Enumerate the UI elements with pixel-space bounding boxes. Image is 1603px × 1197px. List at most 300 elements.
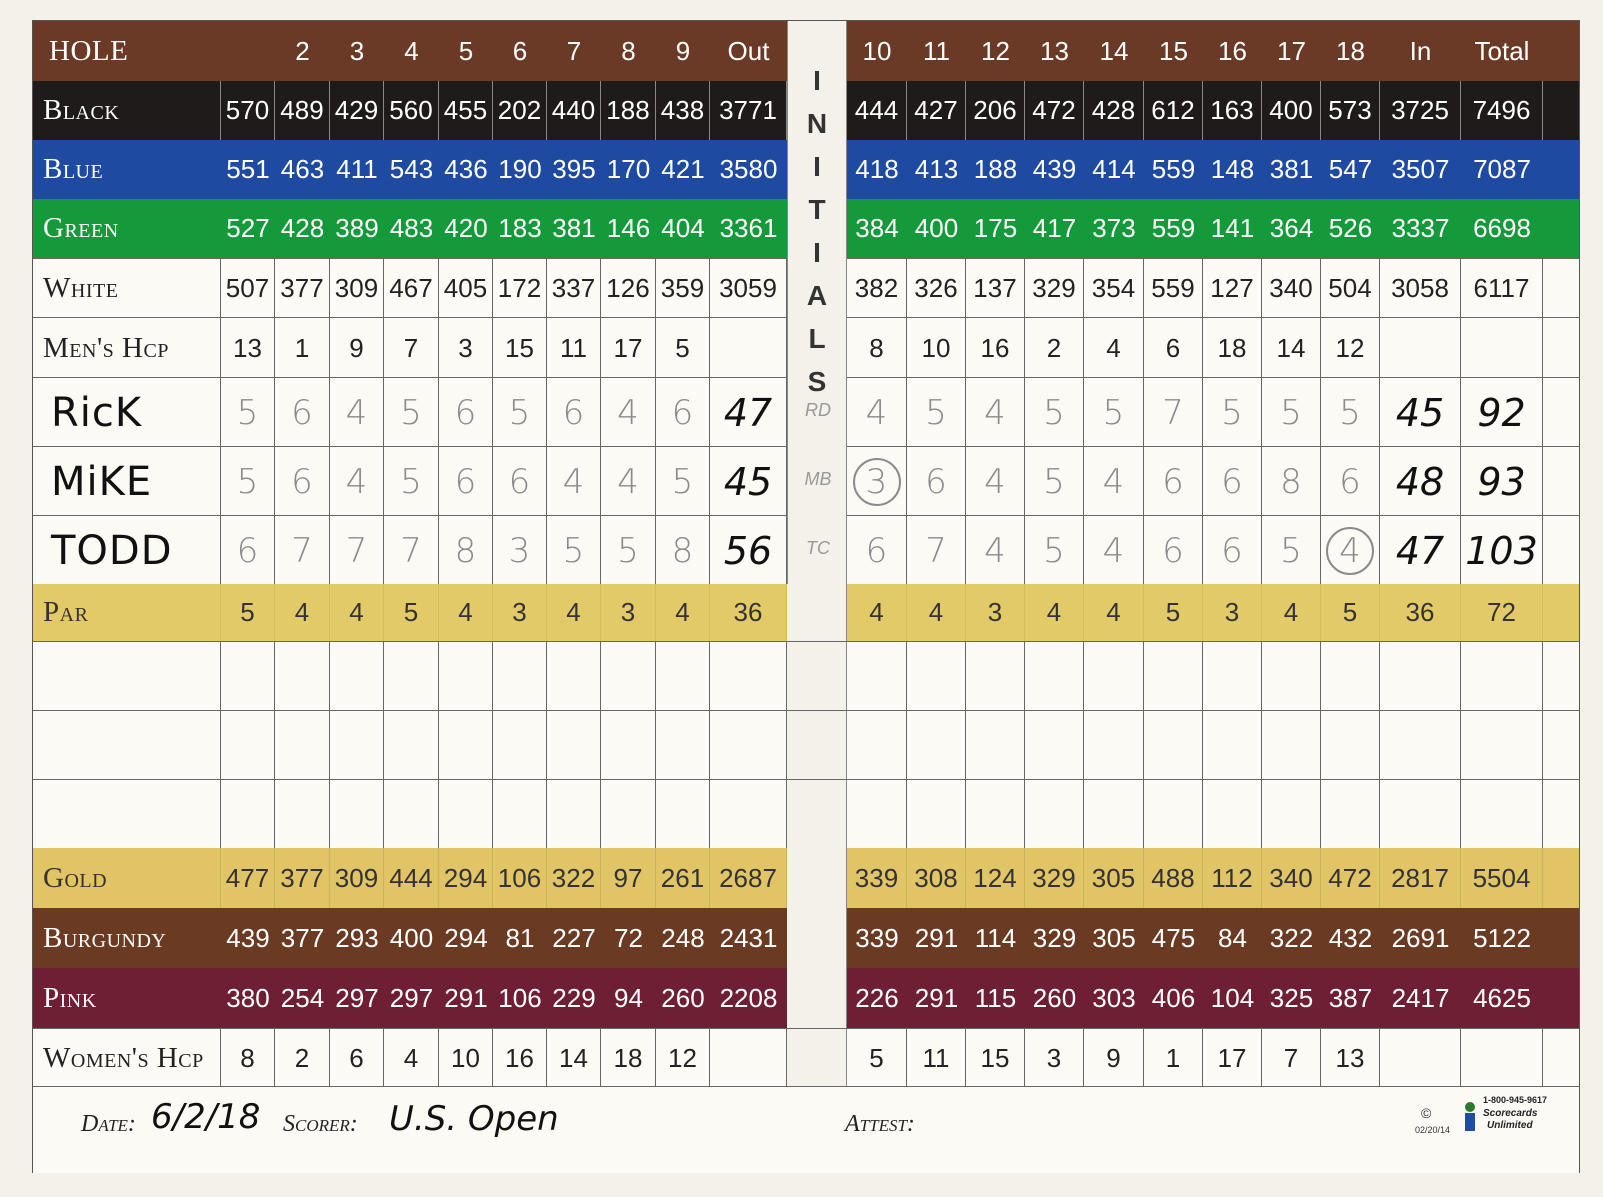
blank-cell bbox=[1380, 711, 1461, 780]
blank-cell bbox=[710, 780, 787, 849]
hole-score: 6 bbox=[1144, 516, 1203, 585]
blank-cell bbox=[384, 642, 439, 711]
blank-cell bbox=[601, 780, 656, 849]
hole-score: 4 bbox=[330, 378, 384, 447]
hole-value: 4 bbox=[384, 1029, 439, 1087]
hole-value: 84 bbox=[1218, 922, 1247, 953]
hole-value: 429 bbox=[330, 81, 384, 140]
hole-score: 7 bbox=[330, 516, 384, 585]
hole-value: 15 bbox=[493, 318, 547, 378]
hole-value: 202 bbox=[493, 81, 547, 140]
blank-cell bbox=[275, 642, 330, 711]
initials-cell bbox=[787, 584, 847, 641]
hole-value: 293 bbox=[335, 922, 379, 953]
hole-value: 2 bbox=[1025, 318, 1084, 378]
hole-value: 9 bbox=[330, 318, 384, 378]
hole-score: 6 bbox=[1321, 447, 1380, 516]
out-total: 2687 bbox=[710, 848, 787, 908]
hole-value: 1 bbox=[1144, 1029, 1203, 1087]
blank-cell bbox=[847, 780, 907, 849]
out-total bbox=[710, 1029, 787, 1087]
hole-value: 387 bbox=[1328, 982, 1373, 1013]
hole-value: 1 bbox=[275, 318, 330, 378]
initials-cell bbox=[787, 848, 847, 908]
hole-score: 4 bbox=[601, 378, 656, 447]
hole-value: 400 bbox=[914, 213, 959, 243]
blank-cell bbox=[1321, 642, 1380, 711]
hole-score: 6 bbox=[907, 447, 966, 516]
hole-value: 384 bbox=[855, 213, 899, 243]
hole-score: 5 bbox=[1084, 378, 1144, 447]
hole-value: 483 bbox=[389, 213, 434, 243]
blank-label-cell bbox=[33, 780, 221, 849]
hole-value: 359 bbox=[656, 259, 710, 318]
in-total: 2691 bbox=[1391, 922, 1450, 953]
hole-value: 4 bbox=[1084, 318, 1144, 378]
grand-total: 5504 bbox=[1461, 848, 1543, 908]
blank-cell bbox=[966, 711, 1025, 780]
blank-score-row bbox=[33, 710, 1579, 780]
out-score: 47 bbox=[710, 378, 787, 447]
blank-cell bbox=[1025, 711, 1084, 780]
blank-cell bbox=[493, 642, 547, 711]
hole-number: 9 bbox=[675, 35, 691, 66]
out-total bbox=[710, 318, 787, 378]
blank-cell bbox=[1084, 711, 1144, 780]
hole-value: 527 bbox=[226, 213, 270, 243]
blank-cell bbox=[330, 642, 384, 711]
in-score: 45 bbox=[1380, 378, 1461, 447]
hole-value: 559 bbox=[1151, 154, 1196, 184]
hole-score: 5 bbox=[1025, 447, 1084, 516]
hole-value: 127 bbox=[1203, 259, 1262, 318]
hole-value: 254 bbox=[280, 982, 325, 1013]
total-score: 92 bbox=[1461, 378, 1543, 447]
hole-value: 114 bbox=[974, 922, 1017, 953]
par-row bbox=[33, 584, 1579, 641]
initials-column bbox=[787, 21, 847, 584]
blank-initials-cell bbox=[787, 642, 847, 711]
blank-cell bbox=[1144, 642, 1203, 711]
row-label: Black bbox=[33, 81, 221, 140]
hole-number: 16 bbox=[1218, 35, 1247, 66]
row-label: Women's Hcp bbox=[33, 1029, 221, 1087]
row-label: Green bbox=[43, 212, 119, 244]
initials-letter: A bbox=[806, 280, 828, 311]
hole-value: 395 bbox=[552, 154, 596, 184]
tee-row-pink bbox=[33, 968, 1579, 1028]
tee-row-gold bbox=[33, 848, 1579, 908]
hole-value: 3 bbox=[493, 584, 547, 641]
hole-value: 400 bbox=[1262, 81, 1321, 140]
blank-cell bbox=[710, 642, 787, 711]
initials-letter: I bbox=[813, 151, 821, 182]
hole-value: 18 bbox=[601, 1029, 656, 1087]
hole-value: 547 bbox=[1328, 154, 1373, 184]
hole-value: 475 bbox=[1151, 922, 1196, 953]
hole-value: 72 bbox=[614, 922, 643, 953]
row-label: Pink bbox=[43, 981, 97, 1014]
hole-score: 5 bbox=[1321, 378, 1380, 447]
hole-number: 18 bbox=[1336, 35, 1365, 66]
hole-value: 115 bbox=[974, 982, 1017, 1013]
hole-value: 297 bbox=[335, 982, 379, 1013]
hole-value: 380 bbox=[226, 982, 270, 1013]
hole-value: 477 bbox=[221, 848, 275, 908]
hole-value: 3 bbox=[439, 318, 493, 378]
circled-score: 4 bbox=[1326, 527, 1374, 575]
hole-value: 337 bbox=[547, 259, 601, 318]
blank-cell bbox=[1321, 780, 1380, 849]
hole-score: 4 bbox=[547, 447, 601, 516]
hole-value: 308 bbox=[907, 848, 966, 908]
hole-value: 261 bbox=[656, 848, 710, 908]
hole-value: 303 bbox=[1092, 982, 1136, 1013]
player-initials: MB bbox=[804, 469, 832, 489]
hole-value: 427 bbox=[907, 81, 966, 140]
out-score: 45 bbox=[710, 447, 787, 516]
initials-cell bbox=[787, 968, 847, 1028]
hole-value: 260 bbox=[661, 982, 705, 1013]
blank-cell bbox=[710, 711, 787, 780]
hole-score: 5 bbox=[221, 447, 275, 516]
grand-total: 7087 bbox=[1473, 154, 1531, 184]
hole-value: 188 bbox=[973, 154, 1018, 184]
grand-total: 4625 bbox=[1473, 982, 1531, 1013]
blank-cell bbox=[221, 711, 275, 780]
out-total: 2208 bbox=[719, 982, 778, 1013]
blank-cell bbox=[656, 642, 710, 711]
hole-score: 6 bbox=[1203, 447, 1262, 516]
blank-cell bbox=[656, 711, 710, 780]
hole-value: 146 bbox=[606, 213, 651, 243]
row-label: Men's Hcp bbox=[33, 318, 221, 378]
blank-cell bbox=[847, 711, 907, 780]
hole-value: 543 bbox=[389, 154, 434, 184]
blank-score-row bbox=[33, 779, 1579, 849]
hole-score: 7 bbox=[907, 516, 966, 585]
out-total: 3361 bbox=[719, 213, 778, 243]
hole-value: 16 bbox=[493, 1029, 547, 1087]
hole-value: 10 bbox=[907, 318, 966, 378]
hole-value: 551 bbox=[226, 154, 270, 184]
hole-value: 11 bbox=[907, 1029, 966, 1087]
blank-initials-cell bbox=[787, 711, 847, 780]
hole-value: 354 bbox=[1084, 259, 1144, 318]
blank-cell bbox=[1321, 711, 1380, 780]
hole-value: 8 bbox=[221, 1029, 275, 1087]
hole-value: 526 bbox=[1328, 213, 1373, 243]
hole-value: 97 bbox=[601, 848, 656, 908]
hole-value: 377 bbox=[280, 922, 325, 953]
hole-value: 6 bbox=[1144, 318, 1203, 378]
hole-value: 3 bbox=[1025, 1029, 1084, 1087]
row-label: White bbox=[33, 259, 221, 318]
footer-row bbox=[33, 1086, 1579, 1173]
hole-score: 7 bbox=[275, 516, 330, 585]
hole-value: 141 bbox=[1210, 213, 1255, 243]
hole-value: 15 bbox=[966, 1029, 1025, 1087]
hole-number: 5 bbox=[458, 35, 474, 66]
hole-value: 329 bbox=[1032, 922, 1077, 953]
hole-value: 17 bbox=[1203, 1029, 1262, 1087]
blank-cell bbox=[1084, 780, 1144, 849]
blank-cell bbox=[1203, 642, 1262, 711]
hole-value: 3 bbox=[601, 584, 656, 641]
hole-score: 5 bbox=[907, 378, 966, 447]
in-total: 3725 bbox=[1380, 81, 1461, 140]
hole-value: 188 bbox=[601, 81, 656, 140]
hole-value: 439 bbox=[1032, 154, 1077, 184]
hole-value: 439 bbox=[226, 922, 270, 953]
hole-value: 488 bbox=[1144, 848, 1203, 908]
initials-cell bbox=[787, 1029, 847, 1087]
total-score: 103 bbox=[1461, 516, 1543, 585]
hole-value: 329 bbox=[1025, 259, 1084, 318]
hole-score: 6 bbox=[439, 378, 493, 447]
out-label: Out bbox=[727, 35, 770, 66]
hole-value: 291 bbox=[914, 922, 959, 953]
in-total: 3058 bbox=[1380, 259, 1461, 318]
blank-cell bbox=[221, 642, 275, 711]
hole-value: 3 bbox=[1203, 584, 1262, 641]
hole-value: 294 bbox=[439, 848, 493, 908]
hole-value: 504 bbox=[1321, 259, 1380, 318]
hole-score: 4 bbox=[966, 516, 1025, 585]
hole-number: 12 bbox=[981, 35, 1010, 66]
initials-letter: I bbox=[813, 237, 821, 268]
hole-value: 206 bbox=[966, 81, 1025, 140]
blank-cell bbox=[1380, 780, 1461, 849]
blank-cell bbox=[1262, 711, 1321, 780]
hole-value: 455 bbox=[439, 81, 493, 140]
scorer-label: Scorer: bbox=[283, 1111, 358, 1137]
blank-cell bbox=[1461, 711, 1543, 780]
total-label: Total bbox=[1474, 35, 1530, 66]
hole-score: 5 bbox=[493, 378, 547, 447]
initials-letter: I bbox=[813, 65, 821, 96]
hole-value: 13 bbox=[1321, 1029, 1380, 1087]
blank-label-cell bbox=[33, 711, 221, 780]
hole-value: 17 bbox=[601, 318, 656, 378]
hole-value: 2 bbox=[275, 1029, 330, 1087]
hole-value: 5 bbox=[847, 1029, 907, 1087]
initials-cell bbox=[787, 908, 847, 968]
blank-cell bbox=[1144, 780, 1203, 849]
hole-value: 467 bbox=[384, 259, 439, 318]
hole-number: 2 bbox=[295, 35, 310, 66]
hole-value: 5 bbox=[656, 318, 710, 378]
hole-value: 229 bbox=[552, 982, 596, 1013]
blank-cell bbox=[1203, 711, 1262, 780]
hole-value: 4 bbox=[847, 584, 907, 641]
total-score: 93 bbox=[1461, 447, 1543, 516]
hole-value: 190 bbox=[498, 154, 542, 184]
initials-letter: T bbox=[808, 194, 826, 225]
row-label: Burgundy bbox=[43, 921, 167, 954]
hole-score: 4 bbox=[966, 378, 1025, 447]
date-label: Date: bbox=[81, 1111, 136, 1137]
hole-value: 413 bbox=[914, 154, 959, 184]
hole-value: 106 bbox=[498, 982, 542, 1013]
out-total: 36 bbox=[710, 584, 787, 641]
blank-cell bbox=[656, 780, 710, 849]
tee-row-burgundy bbox=[33, 908, 1579, 968]
hole-value: 322 bbox=[1269, 922, 1314, 953]
hole-value: 417 bbox=[1032, 213, 1077, 243]
hole-value: 172 bbox=[493, 259, 547, 318]
row-label: Blue bbox=[43, 153, 104, 185]
hole-value: 507 bbox=[221, 259, 275, 318]
hole-value: 9 bbox=[1084, 1029, 1144, 1087]
hole-score: 5 bbox=[601, 516, 656, 585]
player-initials: TC bbox=[806, 538, 830, 558]
hole-value: 418 bbox=[855, 154, 899, 184]
hole-value: 432 bbox=[1328, 922, 1373, 953]
hole-score: 5 bbox=[221, 378, 275, 447]
hole-score: 4 bbox=[966, 447, 1025, 516]
hole-value: 414 bbox=[1092, 154, 1136, 184]
hole-value: 420 bbox=[444, 213, 488, 243]
hole-value: 438 bbox=[656, 81, 710, 140]
in-total: 2417 bbox=[1391, 982, 1450, 1013]
copyright-symbol: © bbox=[1421, 1105, 1432, 1121]
golfer-icon bbox=[1459, 1101, 1481, 1135]
hole-score: 4 bbox=[330, 447, 384, 516]
hole-score: 8 bbox=[439, 516, 493, 585]
blank-cell bbox=[330, 711, 384, 780]
out-total: 3059 bbox=[710, 259, 787, 318]
hole-value: 436 bbox=[444, 154, 488, 184]
hole-number: 6 bbox=[512, 35, 528, 66]
blank-cell bbox=[384, 711, 439, 780]
hole-value: 612 bbox=[1144, 81, 1203, 140]
hole-value: 291 bbox=[444, 982, 488, 1013]
in-label: In bbox=[1409, 35, 1432, 66]
hole-value: 81 bbox=[505, 922, 535, 953]
hole-value: 4 bbox=[330, 584, 384, 641]
grand-total: 5122 bbox=[1473, 922, 1531, 953]
blank-cell bbox=[439, 711, 493, 780]
hole-value: 329 bbox=[1025, 848, 1084, 908]
hole-number: 14 bbox=[1099, 35, 1129, 66]
hole-number: 15 bbox=[1159, 35, 1188, 66]
hole-score: 6 bbox=[275, 378, 330, 447]
blank-cell bbox=[275, 780, 330, 849]
hole-score: 8 bbox=[656, 516, 710, 585]
womens-handicap-row bbox=[33, 1028, 1579, 1087]
player-name: TODD bbox=[33, 516, 221, 585]
player-initials: RD bbox=[805, 400, 831, 420]
hole-score: 5 bbox=[1203, 378, 1262, 447]
hole-value: 248 bbox=[661, 922, 705, 953]
scorecard bbox=[32, 20, 1580, 1173]
hole-score: 6 bbox=[547, 378, 601, 447]
hole-value: 463 bbox=[280, 154, 325, 184]
hole-value: 339 bbox=[847, 848, 907, 908]
blank-cell bbox=[907, 780, 966, 849]
blank-cell bbox=[966, 780, 1025, 849]
grand-total: 7496 bbox=[1461, 81, 1543, 140]
hole-score: 6 bbox=[1144, 447, 1203, 516]
hole-value: 291 bbox=[914, 982, 959, 1013]
hole-value: 428 bbox=[280, 213, 325, 243]
hole-value: 421 bbox=[661, 154, 705, 184]
blank-cell bbox=[493, 780, 547, 849]
hole-value: 148 bbox=[1210, 154, 1255, 184]
hole-score: 6 bbox=[221, 516, 275, 585]
hole-score: 6 bbox=[439, 447, 493, 516]
blank-cell bbox=[547, 711, 601, 780]
hole-value: 124 bbox=[966, 848, 1025, 908]
blank-cell bbox=[1025, 780, 1084, 849]
hole-value: 440 bbox=[547, 81, 601, 140]
hole-score: 6 bbox=[493, 447, 547, 516]
hole-value: 325 bbox=[1269, 982, 1314, 1013]
hole-value: 4 bbox=[547, 584, 601, 641]
hole-score: 4 bbox=[847, 378, 907, 447]
hole-score: 5 bbox=[656, 447, 710, 516]
blank-cell bbox=[1461, 642, 1543, 711]
grand-total bbox=[1461, 1029, 1543, 1087]
hole-value: 404 bbox=[661, 213, 705, 243]
blank-cell bbox=[1025, 642, 1084, 711]
hole-value: 411 bbox=[336, 154, 378, 184]
hole-value: 226 bbox=[855, 982, 899, 1013]
hole-value: 573 bbox=[1321, 81, 1380, 140]
hole-value: 309 bbox=[330, 259, 384, 318]
initials-letter: N bbox=[806, 108, 828, 139]
scorecards-unlimited-logo bbox=[1415, 1095, 1551, 1145]
scorer-value: U.S. Open bbox=[389, 1099, 559, 1139]
hole-value: 489 bbox=[275, 81, 330, 140]
hole-score: 6 bbox=[656, 378, 710, 447]
hole-score: 5 bbox=[1262, 516, 1321, 585]
hole-value: 5 bbox=[1144, 584, 1203, 641]
hole-value: 389 bbox=[335, 213, 379, 243]
hole-number: 17 bbox=[1277, 35, 1306, 66]
hole-value: 112 bbox=[1203, 848, 1262, 908]
hole-score: 7 bbox=[1144, 378, 1203, 447]
blank-cell bbox=[1461, 780, 1543, 849]
hole-value: 305 bbox=[1084, 848, 1144, 908]
grand-total: 6698 bbox=[1473, 213, 1531, 243]
initials-letter: L bbox=[808, 323, 826, 354]
hole-value: 570 bbox=[221, 81, 275, 140]
hole-value: 381 bbox=[1269, 154, 1314, 184]
in-total: 3507 bbox=[1391, 154, 1450, 184]
blank-cell bbox=[1380, 642, 1461, 711]
hole-value: 14 bbox=[1262, 318, 1321, 378]
out-total: 3771 bbox=[710, 81, 787, 140]
hole-value: 13 bbox=[221, 318, 275, 378]
in-total bbox=[1380, 1029, 1461, 1087]
grand-total: 6117 bbox=[1461, 259, 1543, 318]
hole-value: 3 bbox=[966, 584, 1025, 641]
hole-value: 381 bbox=[552, 213, 596, 243]
hole-value: 559 bbox=[1144, 259, 1203, 318]
hole-score bbox=[847, 447, 907, 516]
hole-value: 5 bbox=[221, 584, 275, 641]
hole-value: 444 bbox=[384, 848, 439, 908]
hole-value: 175 bbox=[973, 213, 1018, 243]
player-name: MiKE bbox=[33, 447, 221, 516]
out-total: 3580 bbox=[719, 154, 778, 184]
hole-value: 364 bbox=[1269, 213, 1314, 243]
hole-value: 7 bbox=[1262, 1029, 1321, 1087]
hole-value: 377 bbox=[275, 848, 330, 908]
hole-value: 406 bbox=[1151, 982, 1196, 1013]
